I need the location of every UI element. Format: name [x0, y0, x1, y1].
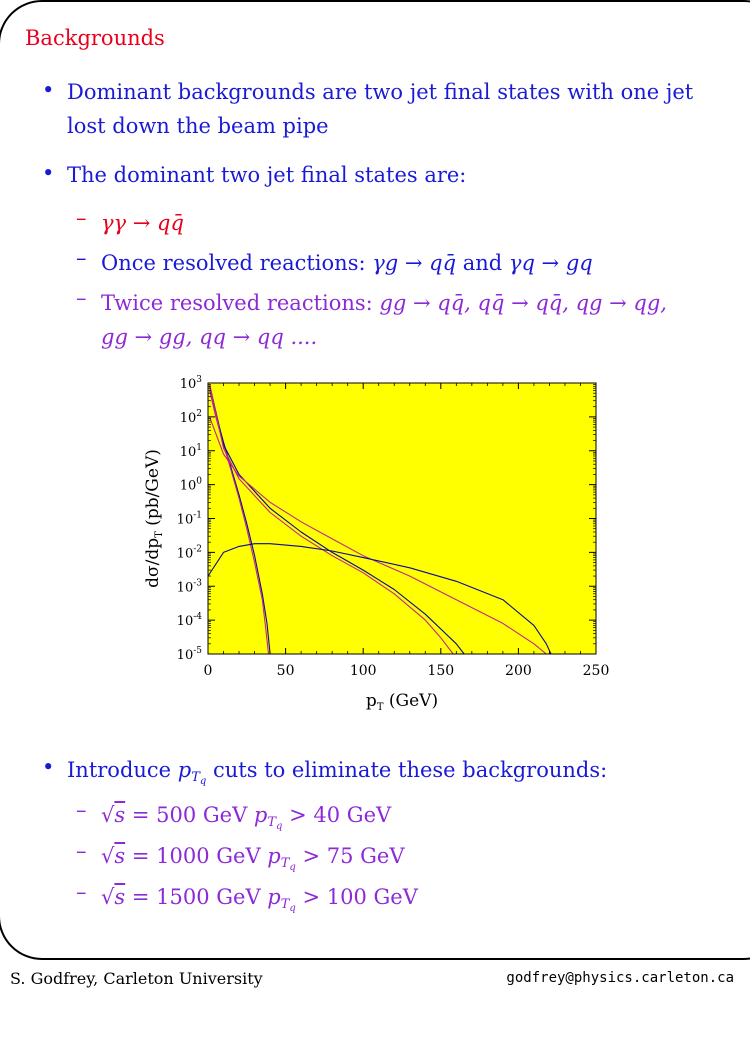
dash-marker: – — [76, 246, 87, 270]
x-tick-label: 200 — [505, 663, 532, 679]
x-tick-label: 50 — [276, 663, 295, 679]
cut-sqrt-s: s — [114, 844, 126, 868]
cut-energy: = 500 GeV — [125, 803, 254, 827]
cut-item-1500 — [101, 880, 701, 926]
y-tick-label: $10^0$ — [179, 476, 202, 494]
cross-section-chart — [130, 370, 620, 730]
cut-item-1000 — [101, 839, 701, 885]
cut-p-sub2: q — [289, 903, 296, 914]
cut-item-500 — [101, 798, 701, 844]
bullet-marker: • — [42, 78, 55, 102]
x-tick-label: 150 — [427, 663, 455, 679]
cut-p: p — [267, 885, 281, 909]
cuts-intro-var-sub: T — [191, 770, 200, 785]
cut-p-sub2: q — [276, 821, 283, 832]
cut-p-sub: T — [280, 856, 290, 871]
cut-energy: = 1000 GeV — [125, 844, 268, 868]
y-tick-label: $10^{-5}$ — [176, 646, 202, 663]
y-tick-label: $10^1$ — [179, 442, 202, 460]
twice-resolved-label: Twice resolved reactions: — [101, 291, 380, 315]
cut-p: p — [253, 803, 268, 827]
cuts-intro-var: p — [177, 758, 192, 782]
slide-title: Backgrounds — [25, 26, 165, 50]
sub-item-direct — [101, 206, 701, 240]
dash-marker: – — [76, 839, 87, 863]
bullet-ptq-cuts — [67, 753, 707, 799]
cut-sqrt-s: s — [114, 885, 126, 909]
cuts-intro-pre: Introduce — [67, 758, 178, 782]
cut-energy: = 1500 GeV — [125, 885, 268, 909]
cut-p-sub: T — [267, 815, 277, 830]
once-resolved-label: Once resolved reactions: — [101, 251, 373, 275]
y-tick-label: $10^2$ — [179, 408, 202, 426]
x-tick-label: 100 — [349, 663, 377, 679]
y-tick-label: $10^{-3}$ — [176, 578, 202, 596]
dash-marker: – — [76, 286, 87, 310]
sub-item-once-resolved — [101, 246, 701, 280]
x-tick-label: 250 — [582, 663, 610, 679]
footer-author: S. Godfrey, Carleton University — [10, 969, 263, 988]
dash-marker: – — [76, 880, 87, 904]
twice-resolved-formula-2: gg → gg, qq → qq .... — [101, 325, 318, 349]
cut-p: p — [267, 844, 281, 868]
bullet-two-jet-states: The dominant two jet final states are: — [67, 163, 467, 187]
dash-marker: – — [76, 206, 87, 230]
footer-email: godfrey@physics.carleton.ca — [506, 970, 734, 986]
y-tick-label: $10^{-4}$ — [176, 612, 202, 630]
cut-sqrt-s: s — [114, 803, 126, 827]
sqrt-symbol: √ — [101, 803, 115, 827]
bullet-dominant-backgrounds: Dominant backgrounds are two jet final states with one jet lost down the beam pipe — [67, 80, 694, 138]
y-axis-label: $d\sigma/dp_T$ (pb/GeV) — [143, 449, 165, 588]
cuts-intro-var-sub2: q — [199, 776, 207, 787]
y-tick-label: $10^3$ — [179, 375, 202, 392]
cut-threshold: > 75 GeV — [295, 844, 405, 868]
once-resolved-and: and — [456, 251, 509, 275]
cuts-intro-post: cuts to eliminate these backgrounds: — [206, 758, 608, 782]
cut-p-sub: T — [280, 897, 290, 912]
bullet-marker: • — [42, 755, 55, 779]
sub-item-twice-resolved — [101, 286, 701, 354]
y-tick-label: $10^{-1}$ — [176, 510, 202, 528]
once-resolved-formula-1: γg → qq̄ — [372, 251, 457, 275]
cut-p-sub2: q — [289, 862, 296, 873]
once-resolved-formula-2: γq → gq — [508, 251, 593, 275]
plot-background — [208, 383, 596, 654]
x-tick-label: 0 — [203, 663, 213, 679]
sqrt-symbol: √ — [101, 844, 115, 868]
twice-resolved-formula-1: gg → qq̄, qq̄ → qq̄, qg → qg, — [379, 291, 667, 315]
bullet-marker: • — [42, 161, 55, 185]
cut-threshold: > 100 GeV — [295, 885, 418, 909]
x-axis-label: $p_T$ (GeV) — [365, 691, 439, 713]
sqrt-symbol: √ — [101, 885, 115, 909]
cut-threshold: > 40 GeV — [282, 803, 392, 827]
y-tick-label: $10^{-2}$ — [176, 544, 202, 562]
dash-marker: – — [76, 798, 87, 822]
direct-formula: γγ → qq̄ — [101, 211, 184, 235]
